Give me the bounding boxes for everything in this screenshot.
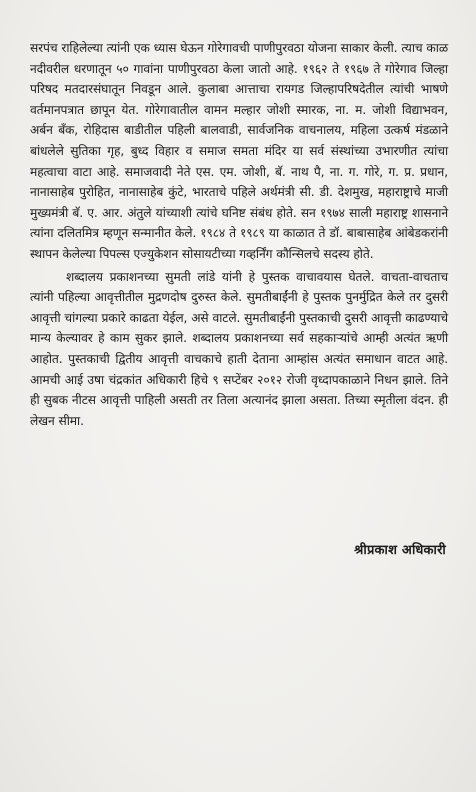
paragraph-2: शब्दालय प्रकाशनच्या सुमती लांडे यांनी हे पुस्तक वाचावयास घेतले. वाचता-वाचताच त्यांनी पहिल्या आवृत्तीतील मुद्रणदोष दुरुस्त केले. सुमतीबाईंनी हे पुस्तक पुनर्मुद्रित केले तर दुसरी आवृत्ती चांगल्या प्रकारे काढता येईल, असे वाटले. सुमतीबाईंनी पुस्तकाची दुसरी आवृत्ती काढण्याचे मान्य केल्यावर हे काम सुकर झाले. शब्दालय प्रकाशनच्या सर्व सहकाऱ्यांचे आम्ही अत्यंत ऋणी आहोत. पुस्तकाची द्वितीय आवृत्ती वाचकाचे हाती देताना आम्हांस अत्यंत समाधान वाटत आहे. आमची आई उषा चंद्रकांत अधिकारी हिचे ९ सप्टेंबर २०१२ रोजी वृध्दापकाळाने निधन झाले. तिने ही सुबक नीटस आवृत्ती पाहिली असती तर तिला अत्यानंद झाला असता. तिच्या स्मृतीला वंदन. ही लेखन सीमा.	[30, 269, 448, 428]
author-signature: श्रीप्रकाश अधिकारी	[354, 543, 446, 558]
body-text	[30, 38, 448, 431]
paragraph-1: सरपंच राहिलेल्या त्यांनी एक ध्यास घेऊन गोरेगावची पाणीपुरवठा योजना साकार केली. त्याच काळ नदीवरील धरणातून ५० गावांना पाणीपुरवठा केला जातो आहे. १९६२ ते १९६७ ते गोरेगाव जिल्हा परिषद मतदारसंघातून निवडून आले. कुलाबा आत्ताचा रायगड जिल्हापरिषदेतील त्यांची भाषणे वर्तमानपत्रात छापून येत. गोरेगावातील वामन मल्हार जोशी स्मारक, ना. म. जोशी विद्याभवन, अर्बन बँक, रोहिदास बाडीतील पहिली बालवाडी, सार्वजनिक वाचनालय, महिला उत्कर्ष मंडळाने बांधलेले सुतिका गृह, बुध्द विहार व समाज समता मंदिर या सर्व संस्थांच्या उभारणीत त्यांचा महत्वाचा वाटा आहे. समाजवादी नेते एस. एम. जोशी, बॅ. नाथ पै, ना. ग. गोरे, ग. प्र. प्रधान, नानासाहेब पुरोहित, नानासाहेब कुंटे, भारताचे पहिले अर्थमंत्री सी. डी. देशमुख, महाराष्ट्राचे माजी मुख्यमंत्री बॅ. ए. आर. अंतुले यांच्याशी त्यांचे घनिष्ट संबंध होते. सन १९७४ साली महाराष्ट्र शासनाने त्यांना दलितमित्र म्हणून सन्मानीत केले. १९८४ ते १९८९ या काळात ते डॉ. बाबासाहेब आंबेडकरांनी स्थापन केलेल्या पिपल्स एज्युकेशन सोसायटीच्या गव्हर्निंग कौन्सिलचे सदस्य होते.	[30, 41, 448, 261]
